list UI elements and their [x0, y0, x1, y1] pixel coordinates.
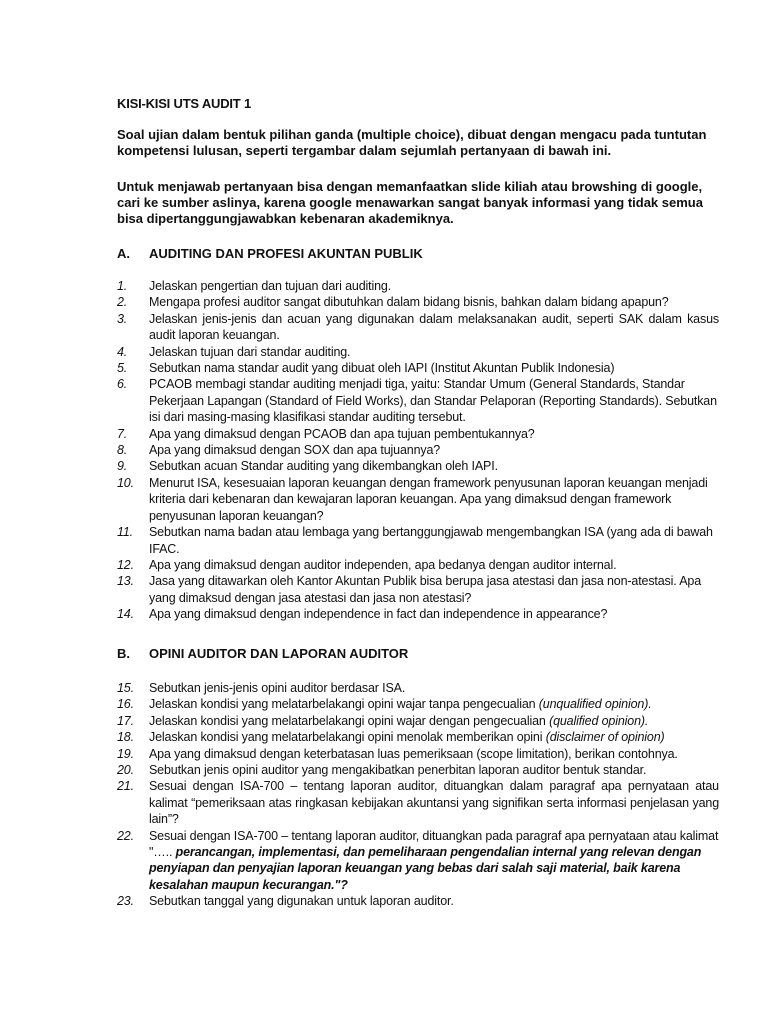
- question-text: Jelaskan tujuan dari standar auditing.: [149, 344, 351, 359]
- question-text: Apa yang dimaksud dengan SOX dan apa tujuannya?: [149, 443, 441, 458]
- question-text: Apa yang dimaksud dengan keterbatasan luas pemeriksaan (scope limitation), berikan contohnya.: [149, 746, 678, 761]
- question-text: Jelaskan kondisi yang melatarbelakangi opini wajar dengan pengecualian: [149, 713, 546, 728]
- question-number: 15.: [117, 681, 134, 695]
- question-number: 13.: [117, 574, 134, 589]
- question-text: Jasa yang ditawarkan oleh Kantor Akuntan Publik bisa berupa jasa atestasi dan jasa non-atestasi. Apa yang dimaksud dengan jasa atestasi dan jasa non atestasi?: [149, 574, 702, 605]
- question-text: Sesuai dengan ISA-700 – tentang laporan auditor, dituangkan pada paragraf apa pernyataan atau kalimat "…..: [149, 828, 719, 860]
- question-item: [117, 278, 719, 294]
- question-text: Apa yang dimaksud dengan auditor independen, apa bedanya dengan auditor internal.: [149, 557, 617, 572]
- question-number: 2.: [117, 295, 128, 310]
- question-text: Sebutkan nama standar audit yang dibuat oleh IAPI (Institut Akuntan Publik Indonesia): [149, 361, 615, 376]
- question-item: [117, 893, 719, 909]
- question-item: [117, 762, 719, 778]
- question-item: [117, 344, 719, 360]
- question-italic-term: (qualified opinion).: [549, 713, 649, 728]
- question-item: [117, 680, 719, 696]
- section-a-heading: [117, 246, 423, 261]
- question-text: Mengapa profesi auditor sangat dibutuhkan dalam bidang bisnis, bahkan dalam bidang apapun?: [149, 295, 669, 310]
- question-item: [117, 557, 719, 573]
- question-italic-term: (unqualified opinion).: [538, 697, 652, 712]
- question-number: 17.: [117, 713, 134, 728]
- question-text: Menurut ISA, kesesuaian laporan keuangan dengan framework penyusunan laporan keuangan menjadi kriteria dari kebenaran dan kewajaran laporan keuangan. Apa yang dimaksud dengan framework penyusunan laporan keuangan?: [149, 475, 708, 523]
- question-number: 3.: [117, 311, 128, 326]
- question-text: Jelaskan kondisi yang melatarbelakangi opini menolak memberikan opini: [149, 730, 543, 745]
- question-text: Sebutkan jenis-jenis opini auditor berdasar ISA.: [149, 681, 406, 695]
- question-number: 18.: [117, 730, 134, 745]
- question-text: Apa yang dimaksud dengan PCAOB dan apa tujuan pembentukannya?: [149, 426, 535, 441]
- question-number: 8.: [117, 443, 128, 458]
- question-number: 19.: [117, 746, 134, 761]
- question-item: [117, 746, 719, 762]
- question-number: 6.: [117, 377, 128, 392]
- question-text: Sebutkan nama badan atau lembaga yang bertanggungjawab mengembangkan ISA (yang ada di bawah IFAC.: [149, 525, 713, 556]
- question-text: Sebutkan acuan Standar auditing yang dikembangkan oleh IAPI.: [149, 459, 498, 474]
- section-a-title: AUDITING DAN PROFESI AKUNTAN PUBLIK: [149, 246, 423, 261]
- question-item: [117, 828, 719, 894]
- question-text: Apa yang dimaksud dengan independence in fact dan independence in appearance?: [149, 607, 608, 622]
- question-text: Jelaskan jenis-jenis dan acuan yang digunakan dalam melaksanakan audit, seperti SAK dalam kasus audit laporan keuangan.: [149, 311, 719, 343]
- question-number: 4.: [117, 344, 128, 359]
- question-number: 9.: [117, 459, 128, 474]
- intro-paragraph-2: Untuk menjawab pertanyaan bisa dengan memanfaatkan slide kiliah atau browshing di google, cari ke sumber aslinya, karena google menawarkan sangat banyak informasi yang tidak semua bisa dipertanggungjawabkan kebenaran akademiknya.: [117, 179, 703, 226]
- question-number: 7.: [117, 426, 128, 441]
- question-item: [117, 458, 719, 474]
- question-text-wrap: [149, 729, 719, 745]
- question-item: [117, 475, 719, 524]
- section-a-letter: A.: [117, 246, 130, 261]
- intro-paragraph-1: Soal ujian dalam bentuk pilihan ganda (multiple choice), dibuat dengan mengacu pada tuntutan kompetensi lulusan, seperti tergambar dalam sejumlah pertanyaan di bawah ini.: [117, 127, 707, 158]
- question-item: [117, 713, 719, 729]
- section-b-heading: [117, 646, 408, 661]
- question-text-wrap: [149, 713, 719, 729]
- question-number: 21.: [117, 779, 134, 794]
- question-bold-italic-phrase: perancangan, implementasi, dan pemeliharaan pengendalian internal yang relevan dengan penyiapan dan penyajian laporan keuangan yang bebas dari salah saji material, baik karena kesalahan maupun kecurangan."?: [149, 845, 702, 892]
- question-number: 23.: [117, 894, 134, 909]
- question-number: 12.: [117, 557, 134, 572]
- section-a-question-list: [117, 278, 719, 623]
- question-number: 10.: [117, 475, 134, 490]
- question-item: [117, 606, 719, 622]
- question-text: Sebutkan jenis opini auditor yang mengakibatkan penerbitan laporan auditor bentuk standar.: [149, 763, 647, 778]
- question-text: Jelaskan kondisi yang melatarbelakangi opini wajar tanpa pengecualian: [149, 697, 536, 712]
- question-item: [117, 376, 719, 425]
- document-title: KISI-KISI UTS AUDIT 1: [117, 96, 251, 111]
- question-item: [117, 696, 719, 712]
- question-number: 20.: [117, 763, 134, 778]
- question-item: [117, 294, 719, 310]
- question-text: Jelaskan pengertian dan tujuan dari auditing.: [149, 279, 392, 293]
- question-text: Sebutkan tanggal yang digunakan untuk laporan auditor.: [149, 894, 454, 909]
- question-item: [117, 442, 719, 458]
- question-number: 1.: [117, 279, 128, 293]
- question-text: Sesuai dengan ISA-700 – tentang laporan auditor, dituangkan dalam paragraf apa pernyataan atau kalimat “pemeriksaan atas ringkasan kebijakan akuntansi yang signifikan serta informasi penjelasan yang lain”?: [149, 779, 719, 827]
- question-item: [117, 778, 719, 827]
- question-text-wrap: [149, 696, 719, 712]
- question-item: [117, 360, 719, 376]
- question-item: [117, 311, 719, 344]
- question-item: [117, 729, 719, 745]
- section-b-title: OPINI AUDITOR DAN LAPORAN AUDITOR: [149, 646, 409, 661]
- question-italic-term: (disclaimer of opinion): [545, 730, 665, 745]
- section-b-question-list: [117, 680, 719, 910]
- question-number: 5.: [117, 361, 128, 376]
- question-number: 22.: [117, 828, 134, 843]
- question-number: 16.: [117, 697, 134, 712]
- question-item: [117, 426, 719, 442]
- question-number: 14.: [117, 607, 134, 622]
- question-item: [117, 573, 719, 606]
- section-b-letter: B.: [117, 646, 130, 661]
- question-number: 11.: [117, 525, 133, 540]
- question-text: PCAOB membagi standar auditing menjadi tiga, yaitu: Standar Umum (General Standards, Standar Pekerjaan Lapangan (Standard of Field Works), dan Standar Pelaporan (Reporting Standards). Sebutkan isi dari masing-masing klasifikasi standar auditing tersebut.: [149, 377, 717, 425]
- question-text-wrap: [149, 828, 719, 894]
- question-item: [117, 524, 719, 557]
